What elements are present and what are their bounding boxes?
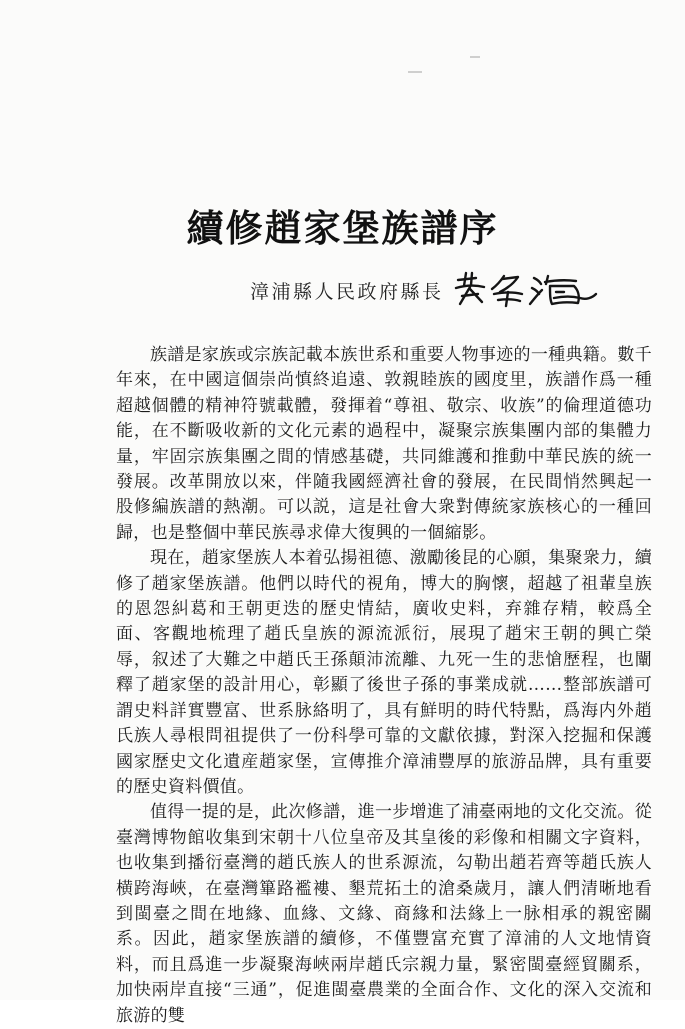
body-text xyxy=(116,343,652,1029)
paragraph: 值得一提的是，此次修譜，進一步增進了浦臺兩地的文化交流。從臺灣博物館收集到宋朝十八位皇帝及其皇後的彩像和相關文字資料，也收集到播衍臺灣的趙氏族人的世系源流，勾勒出趙若齊等趙氏族人横跨海峽，在臺灣篳路襤褸、墾荒拓土的滄桑歲月，讓人們清晰地看到閩臺之間在地緣、血緣、文緣、商緣和法緣上一脉相承的親密關系。因此，趙家堡族譜的續修，不僅豐富充實了漳浦的人文地情資料，而且爲進一步凝聚海峽兩岸趙氏宗親力量，緊密閩臺經貿關系，加快兩岸直接“三通”，促進閩臺農業的全面合作、文化的深入交流和旅游的雙 xyxy=(116,802,652,1026)
scan-speck xyxy=(470,56,480,58)
paragraph: 現在，趙家堡族人本着弘揚祖德、激勵後昆的心願，集聚衆力，續修了趙家堡族譜。他們以時代的視角，博大的胸懷，超越了祖輩皇族的恩怨糾葛和王朝更迭的歷史情結，廣收史料，弃雜存精，較爲全面、客觀地梳理了趙氏皇族的源流派衍，展現了趙宋王朝的興亡榮辱，叙述了大難之中趙氏王孫顛沛流離、九死一生的悲愴歷程，也闡釋了趙家堡的設計用心，彰顯了後世子孫的事業成就……整部族譜可謂史料詳實豐富、世系脉絡明了，具有鮮明的時代特點，爲海内外趙氏族人尋根問祖提供了一份科學可靠的文獻依據，對深入挖掘和保護國家歷史文化遺産趙家堡，宣傳推介漳浦豐厚的旅游品牌，具有重要的歷史資料價值。 xyxy=(116,548,652,797)
scan-speck xyxy=(408,71,422,73)
author-byline xyxy=(250,270,602,310)
author-title: 漳浦縣人民政府縣長 xyxy=(250,280,444,303)
handwritten-signature xyxy=(452,270,602,310)
document-title: 續修趙家堡族譜序 xyxy=(186,207,499,250)
paragraph: 族譜是家族或宗族記載本族世系和重要人物事迹的一種典籍。數千年來，在中國這個崇尚慎終追遠、敦親睦族的國度里，族譜作爲一種超越個體的精神符號載體，發揮着“尊祖、敬宗、收族”的倫理道德功能，在不斷吸收新的文化元素的過程中，凝聚宗族集團内部的集體力量，牢固宗族集團之間的情感基礎，共同維護和推動中華民族的統一發展。改革開放以來，伴隨我國經濟社會的發展，在民間悄然興起一股修編族譜的熱潮。可以説，這是社會大衆對傳統家族核心的一種回歸，也是整個中華民族尋求偉大復興的一個縮影。 xyxy=(116,345,652,543)
